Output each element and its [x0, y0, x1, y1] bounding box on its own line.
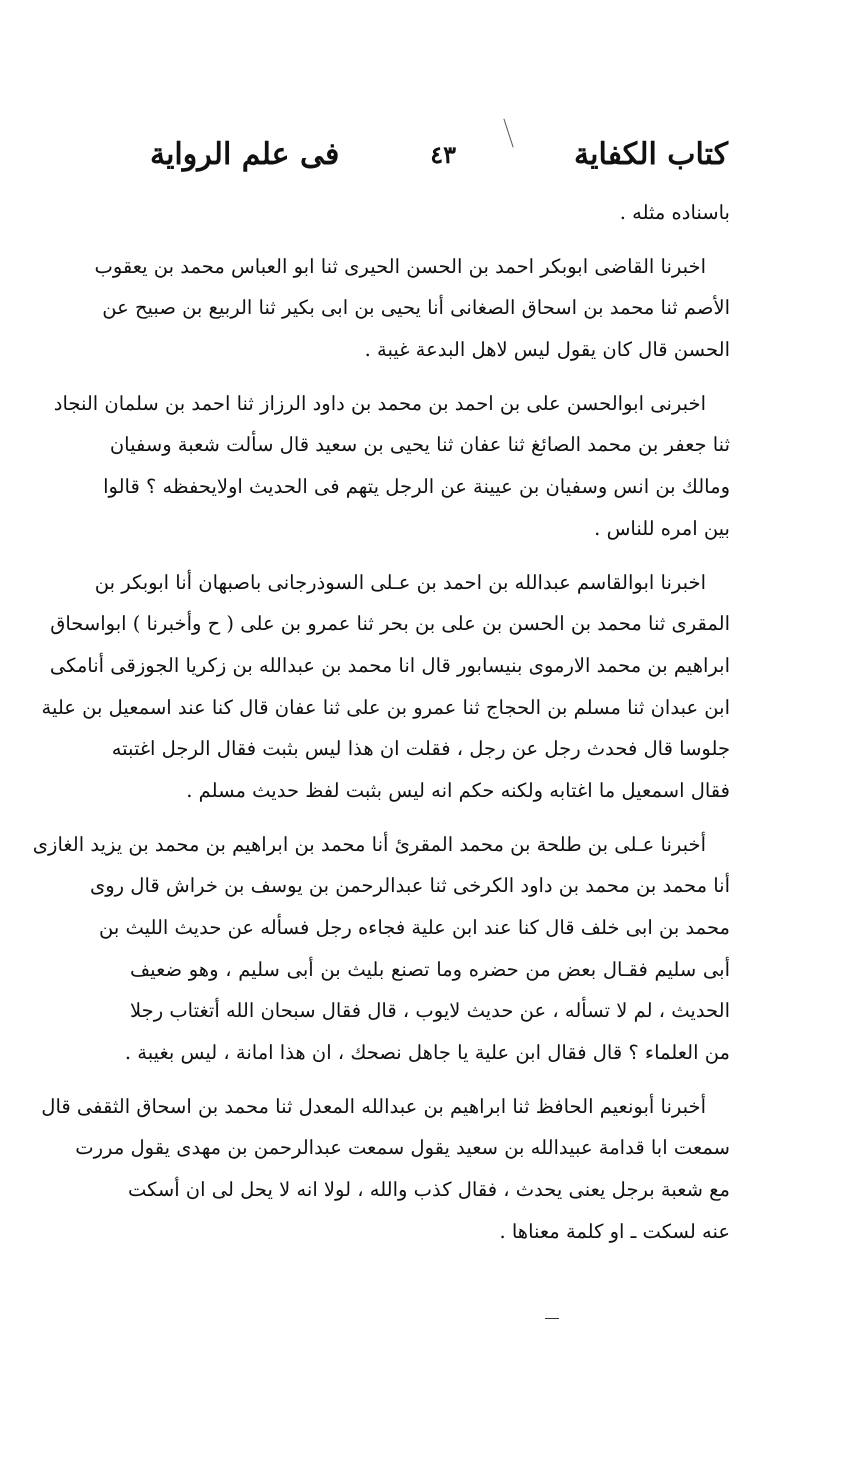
- paragraph-gap: [130, 812, 730, 824]
- paragraph: [130, 192, 730, 234]
- text-line: ثنا جعفر بن محمد الصائغ ثنا عفان ثنا يحيى بن سعيد قال سألت شعبة وسفيان: [109, 433, 730, 457]
- text-line: الحسن قال كان يقول ليس لاهل البدعة غيبة .: [364, 338, 730, 362]
- paragraph-gap: [130, 1074, 730, 1086]
- text-line: الأصم ثنا محمد بن اسحاق الصغانى أنا يحيى بن ابى بكير ثنا الربيع بن صبيح عن: [102, 296, 730, 320]
- header-book-title: كتاب الكفاية: [574, 137, 728, 172]
- paragraph-gap: [130, 234, 730, 246]
- text-line: مع شعبة برجل يعنى يحدث ، فقال كذب والله ، لولا انه لا يحل لى ان أسكت: [127, 1178, 730, 1202]
- text-line: فقال اسمعيل ما اغتابه ولكنه حكم انه ليس بثبت لفظ حديث مسلم .: [186, 778, 730, 802]
- paragraph-gap: [130, 371, 730, 383]
- text-line: من العلماء ؟ قال فقال ابن علية يا جاهل نصحك ، ان هذا امانة ، ليس بغيبة .: [124, 1041, 730, 1065]
- text-line: ابراهيم بن محمد الارموى بنيسابور قال انا محمد بن عبدالله بن زكريا الجوزقى أنامكى: [49, 653, 730, 677]
- text-line: أخبرنا عـلى بن طلحة بن محمد المقرئ أنا محمد بن ابراهيم بن محمد بن يزيد الغازى: [32, 832, 706, 856]
- text-line: المقرى ثنا محمد بن الحسن بن على بن بحر ثنا عمرو بن على ( ح وأخبرنا ) ابواسحاق: [50, 612, 730, 636]
- text-line: سمعت ابا قدامة عبيدالله بن سعيد يقول سمعت عبدالرحمن بن مهدى يقول مررت: [75, 1136, 730, 1160]
- text-line: اخبرنا القاضى ابوبكر احمد بن الحسن الحيرى ثنا ابو العباس محمد بن يعقوب: [94, 254, 706, 278]
- paragraph: [94, 246, 730, 371]
- text-line: اخبرنى ابوالحسن على بن احمد بن محمد بن داود الرزاز ثنا احمد بن سلمان النجاد: [53, 391, 706, 415]
- text-line: ابن عبدان ثنا مسلم بن الحجاج ثنا عمرو بن على ثنا عفان قال كنا عند اسمعيل بن علية: [41, 695, 730, 719]
- closing-rule: [545, 1318, 559, 1319]
- text-line: اخبرنا ابوالقاسم عبدالله بن احمد بن عـلى السوذرجانى باصبهان أنا ابوبكر بن: [94, 570, 706, 594]
- text-line: أنا محمد بن محمد بن داود الكرخى ثنا عبدالرحمن بن يوسف بن خراش قال روى: [89, 874, 730, 898]
- text-line: عنه لسكت ـ او كلمة معناها .: [499, 1219, 730, 1243]
- text-line: باسناده مثله .: [619, 201, 730, 224]
- paragraph: [41, 562, 730, 812]
- paragraph: [53, 383, 730, 550]
- text-line: أبى سليم فقـال بعض من حضره وما تصنع بليث بن أبى سليم ، وهو ضعيف: [130, 957, 730, 981]
- text-line: الحديث ، لم لا تسأله ، عن حديث لايوب ، قال فقال سبحان الله أتغتاب رجلا: [130, 999, 730, 1023]
- text-line: محمد بن ابى خلف قال كنا عند ابن علية فجاءه رجل فسأله عن حديث الليث بن: [99, 916, 730, 939]
- text-line: أخبرنا أبونعيم الحافظ ثنا ابراهيم بن عبدالله المعدل ثنا محمد بن اسحاق الثقفى قال: [41, 1094, 706, 1118]
- page-number: ٤٣: [430, 140, 456, 169]
- paragraph: [32, 824, 730, 1074]
- running-header: [150, 130, 728, 180]
- text-line: ومالك بن انس وسفيان بن عيينة عن الرجل يتهم فى الحديث اولايحفظه ؟ قالوا: [103, 475, 730, 499]
- paragraph: [41, 1086, 730, 1253]
- text-line: بين امره للناس .: [594, 516, 730, 540]
- text-line: جلوسا قال فحدث رجل عن رجل ، فقلت ان هذا ليس بثبت فقال الرجل اغتبته: [111, 737, 730, 761]
- header-subject-title: فى علم الرواية: [150, 137, 340, 172]
- paragraph-gap: [130, 550, 730, 562]
- body-text: [32, 192, 730, 1253]
